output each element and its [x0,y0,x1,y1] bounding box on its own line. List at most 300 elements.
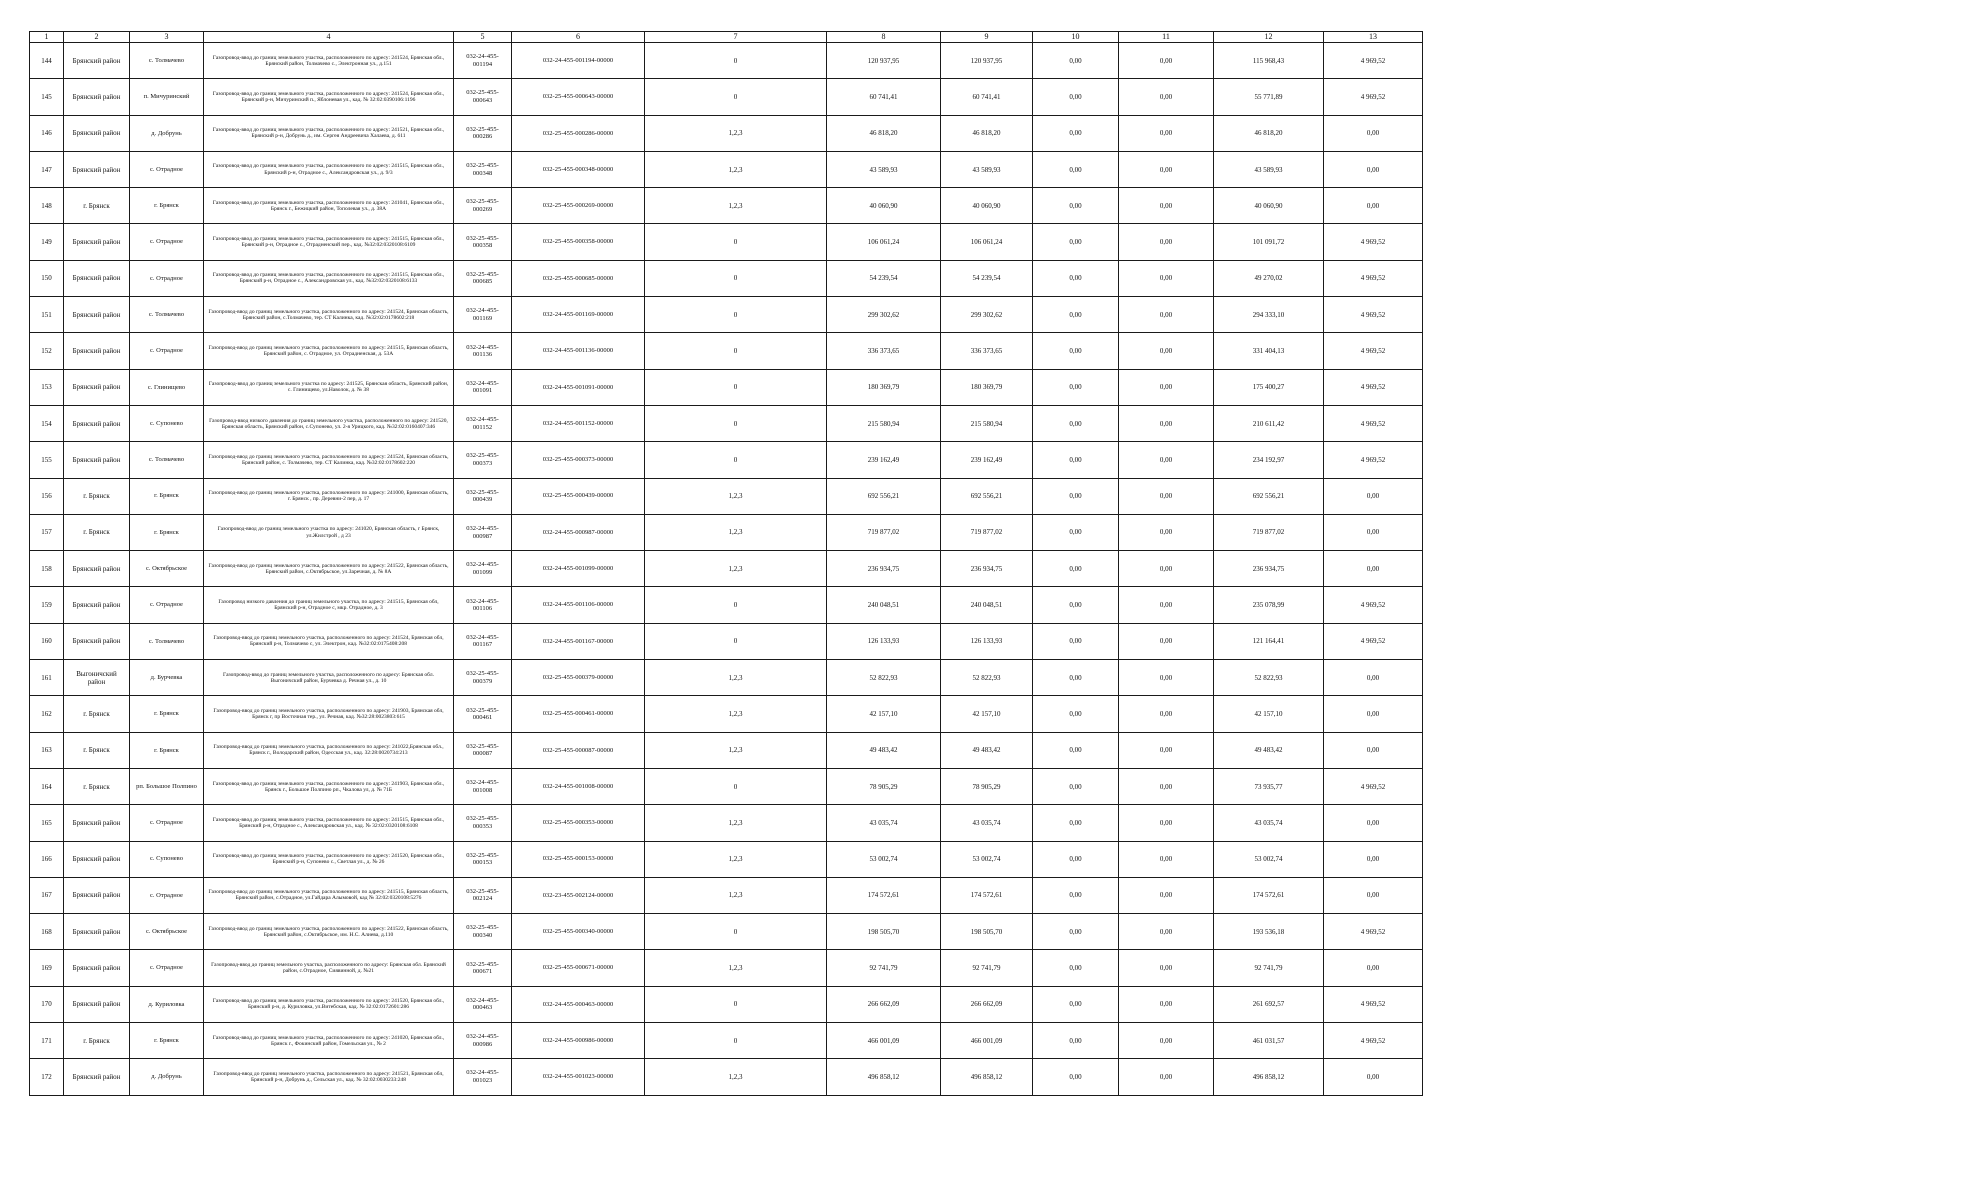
cell-amount-col9: 215 580,94 [941,405,1033,441]
cell-amount-total: 78 905,29 [827,768,941,804]
cell-district: Брянский район [64,405,130,441]
cell-object-full-code: 032-25-455-000439-00000 [512,478,645,514]
cell-object-code: 032-25-455-000379 [454,660,512,696]
cell-object-full-code: 032-24-455-001194-00000 [512,43,645,79]
cell-amount-total: 236 934,75 [827,551,941,587]
cell-district: Брянский район [64,224,130,260]
cell-row-number: 169 [30,950,64,986]
cell-amount-col9: 126 133,93 [941,623,1033,659]
cell-object-full-code: 032-24-455-000987-00000 [512,514,645,550]
cell-district: Выгоничский район [64,660,130,696]
table-row [30,333,1423,369]
cell-object-description: Газопровод-ввод до границ земельного участка, расположенного по адресу: Брянская обл. Выгоничский район, Бурчевка д. Речная ул., д. 10 [204,660,454,696]
cell-amount-col13: 4 969,52 [1324,768,1423,804]
cell-district: Брянский район [64,841,130,877]
cell-object-code: 032-24-455-001106 [454,587,512,623]
cell-amount-col12: 294 333,10 [1214,297,1324,333]
cell-row-number: 145 [30,79,64,115]
cell-amount-col13: 0,00 [1324,805,1423,841]
cell-amount-col13: 4 969,52 [1324,405,1423,441]
column-header-10: 10 [1033,32,1119,43]
cell-object-full-code: 032-25-455-000461-00000 [512,696,645,732]
cell-object-description: Газопровод-ввод до границ земельного участка, расположенного по адресу: 241524, Брянская обл., Брянский р-н, Мичуринский п., Яблоневая ул., кад. № 32:02:0390106:1196 [204,79,454,115]
cell-amount-col12: 101 091,72 [1214,224,1324,260]
cell-amount-col9: 106 061,24 [941,224,1033,260]
table-row [30,224,1423,260]
cell-amount-col12: 175 400,27 [1214,369,1324,405]
table-row [30,297,1423,333]
cell-amount-col9: 174 572,61 [941,877,1033,913]
cell-row-number: 151 [30,297,64,333]
cell-object-description: Газопровод-ввод до границ земельного участка, расположенного по адресу: 241515, Брянская обл., Брянский р-н, Отрадное с., Отрадненский пер., кад. №32:02:0320108:6109 [204,224,454,260]
cell-amount-col12: 174 572,61 [1214,877,1324,913]
cell-object-full-code: 032-25-455-000269-00000 [512,188,645,224]
cell-amount-col13: 4 969,52 [1324,297,1423,333]
cell-amount-col11: 0,00 [1119,732,1214,768]
cell-object-full-code: 032-24-455-001008-00000 [512,768,645,804]
cell-amount-col13: 0,00 [1324,551,1423,587]
cell-amount-col11: 0,00 [1119,986,1214,1022]
cell-amount-col12: 43 035,74 [1214,805,1324,841]
cell-object-description: Газопровод-ввод низкого давления до границ земельного участка, расположенного по адресу: 241520, Брянская область, Брянский район, с.Супонево, ул. 2-я Урицкого, кад. №32:02:0160407:346 [204,405,454,441]
cell-amount-col12: 692 556,21 [1214,478,1324,514]
cell-amount-col12: 73 935,77 [1214,768,1324,804]
cell-settlement: рп. Большое Полпино [130,768,204,804]
cell-amount-col9: 52 822,93 [941,660,1033,696]
cell-basis: 1,2,3 [645,660,827,696]
cell-row-number: 165 [30,805,64,841]
cell-basis: 0 [645,914,827,950]
column-header-12: 12 [1214,32,1324,43]
cell-settlement: с. Отрадное [130,151,204,187]
table-row [30,1059,1423,1095]
cell-object-description: Газопровод-ввод до границ земельного участка, расположенного по адресу: 241524, Брянская обл, Брянский р-н, Толмачево с, ул. Электрон, кад. №32:02:0175408:208 [204,623,454,659]
cell-amount-col11: 0,00 [1119,1059,1214,1095]
column-header-3: 3 [130,32,204,43]
cell-object-code: 032-24-455-000987 [454,514,512,550]
cell-basis: 1,2,3 [645,805,827,841]
cell-amount-col9: 198 505,70 [941,914,1033,950]
cell-amount-col13: 0,00 [1324,115,1423,151]
cell-amount-col10: 0,00 [1033,660,1119,696]
cell-row-number: 149 [30,224,64,260]
cell-amount-total: 53 002,74 [827,841,941,877]
cell-settlement: с. Отрадное [130,805,204,841]
cell-row-number: 155 [30,442,64,478]
cell-object-code: 032-24-455-001091 [454,369,512,405]
cell-amount-col9: 496 858,12 [941,1059,1033,1095]
table-row [30,188,1423,224]
cell-amount-total: 40 060,90 [827,188,941,224]
cell-basis: 0 [645,260,827,296]
cell-district: Брянский район [64,297,130,333]
cell-object-full-code: 032-24-455-001136-00000 [512,333,645,369]
cell-basis: 1,2,3 [645,188,827,224]
table-row [30,79,1423,115]
cell-district: Брянский район [64,333,130,369]
cell-object-code: 032-25-455-000643 [454,79,512,115]
cell-amount-col12: 49 270,02 [1214,260,1324,296]
table-row [30,732,1423,768]
cell-amount-col12: 235 078,99 [1214,587,1324,623]
cell-amount-total: 52 822,93 [827,660,941,696]
cell-amount-col11: 0,00 [1119,224,1214,260]
cell-amount-total: 239 162,49 [827,442,941,478]
cell-object-code: 032-25-455-000671 [454,950,512,986]
cell-object-full-code: 032-25-455-000671-00000 [512,950,645,986]
cell-object-description: Газопровод-ввод до границ земельного участка, расположенного по адресу: 241522, Брянская область, Брянский район, с.Октябрьское, им. Н.С. Алиева, д.110 [204,914,454,950]
cell-object-full-code: 032-23-455-002124-00000 [512,877,645,913]
cell-amount-col13: 0,00 [1324,478,1423,514]
table-row [30,696,1423,732]
cell-amount-col11: 0,00 [1119,1023,1214,1059]
cell-row-number: 167 [30,877,64,913]
cell-object-full-code: 032-24-455-001099-00000 [512,551,645,587]
cell-object-description: Газопровод-ввод до границ земельного участка, расположенного по адресу: 241515, Брянская область, Брянский район, с.Отрадное, ул.Гайдара Алымовой, кад № 32:02:0320108:5276 [204,877,454,913]
cell-district: Брянский район [64,914,130,950]
cell-basis: 0 [645,1023,827,1059]
cell-amount-col13: 0,00 [1324,950,1423,986]
cell-amount-col10: 0,00 [1033,333,1119,369]
cell-district: Брянский район [64,805,130,841]
cell-settlement: д. Добрунь [130,1059,204,1095]
cell-object-code: 032-25-455-000439 [454,478,512,514]
cell-object-full-code: 032-25-455-000685-00000 [512,260,645,296]
cell-amount-col9: 46 818,20 [941,115,1033,151]
cell-amount-col13: 4 969,52 [1324,369,1423,405]
cell-amount-col9: 719 877,02 [941,514,1033,550]
cell-amount-col11: 0,00 [1119,369,1214,405]
cell-district: Брянский район [64,115,130,151]
cell-amount-col12: 461 031,57 [1214,1023,1324,1059]
cell-amount-col12: 331 404,13 [1214,333,1324,369]
cell-basis: 0 [645,297,827,333]
cell-amount-total: 46 818,20 [827,115,941,151]
cell-amount-col11: 0,00 [1119,333,1214,369]
cell-row-number: 160 [30,623,64,659]
cell-settlement: г. Брянск [130,1023,204,1059]
cell-amount-col10: 0,00 [1033,805,1119,841]
cell-object-description: Газопровод-ввод до границ земельного участка, расположенного по адресу: Брянская обл. Брянский район, с.Отрадное, Сиявинной, д. №21 [204,950,454,986]
cell-basis: 1,2,3 [645,696,827,732]
cell-amount-col10: 0,00 [1033,696,1119,732]
cell-amount-col13: 0,00 [1324,660,1423,696]
cell-amount-total: 42 157,10 [827,696,941,732]
cell-amount-col9: 49 483,42 [941,732,1033,768]
cell-settlement: с. Супонево [130,841,204,877]
cell-amount-total: 496 858,12 [827,1059,941,1095]
cell-amount-col10: 0,00 [1033,587,1119,623]
cell-amount-col10: 0,00 [1033,986,1119,1022]
cell-amount-total: 266 662,09 [827,986,941,1022]
cell-settlement: с. Октябрьское [130,914,204,950]
table-row [30,514,1423,550]
cell-district: Брянский район [64,43,130,79]
cell-amount-col11: 0,00 [1119,514,1214,550]
table-row [30,405,1423,441]
column-header-6: 6 [512,32,645,43]
cell-amount-col11: 0,00 [1119,115,1214,151]
cell-amount-col12: 210 611,42 [1214,405,1324,441]
table-row [30,768,1423,804]
cell-amount-col9: 299 302,62 [941,297,1033,333]
column-header-8: 8 [827,32,941,43]
table-row [30,623,1423,659]
cell-object-description: Газопровод-ввод до границ земельного участка, расположенного по адресу: 241521, Брянская обл., Брянский р-н, Добрунь д., им. Сергея Андреевича Халаева, д. 611 [204,115,454,151]
cell-object-code: 032-24-455-001167 [454,623,512,659]
cell-amount-col12: 92 741,79 [1214,950,1324,986]
cell-object-code: 032-24-455-001194 [454,43,512,79]
cell-settlement: с. Отрадное [130,587,204,623]
cell-basis: 0 [645,986,827,1022]
cell-amount-total: 54 239,54 [827,260,941,296]
cell-basis: 1,2,3 [645,514,827,550]
column-header-4: 4 [204,32,454,43]
cell-amount-col9: 53 002,74 [941,841,1033,877]
cell-basis: 0 [645,768,827,804]
cell-row-number: 171 [30,1023,64,1059]
cell-settlement: п. Мичуринский [130,79,204,115]
cell-amount-col10: 0,00 [1033,260,1119,296]
cell-amount-col11: 0,00 [1119,805,1214,841]
cell-amount-col13: 4 969,52 [1324,587,1423,623]
cell-object-code: 032-24-455-001008 [454,768,512,804]
cell-amount-col10: 0,00 [1033,1023,1119,1059]
cell-basis: 0 [645,587,827,623]
cell-amount-col11: 0,00 [1119,442,1214,478]
cell-object-code: 032-25-455-000373 [454,442,512,478]
cell-amount-total: 106 061,24 [827,224,941,260]
cell-district: г. Брянск [64,1023,130,1059]
cell-amount-col13: 0,00 [1324,514,1423,550]
cell-object-code: 032-25-455-000348 [454,151,512,187]
cell-row-number: 152 [30,333,64,369]
cell-object-code: 032-24-455-000463 [454,986,512,1022]
table-row [30,660,1423,696]
cell-object-description: Газопровод-ввод до границ земельного участка по адресу: 241020, Брянская область, г Брянск, ул.Жилстрой , д 23 [204,514,454,550]
cell-settlement: с. Отрадное [130,260,204,296]
table-row [30,986,1423,1022]
cell-amount-col9: 40 060,90 [941,188,1033,224]
cell-district: Брянский район [64,587,130,623]
cell-object-description: Газопровод-ввод до границ земельного участка, расположенного по адресу: 241515, Брянская обл., Брянский р-н, Отрадное с., Александровская ул., кад. № 32:02:0320108:6108 [204,805,454,841]
cell-row-number: 161 [30,660,64,696]
table-row [30,950,1423,986]
cell-amount-col10: 0,00 [1033,442,1119,478]
cell-amount-col12: 53 002,74 [1214,841,1324,877]
cell-basis: 0 [645,333,827,369]
cell-amount-total: 299 302,62 [827,297,941,333]
table-row [30,587,1423,623]
cell-object-full-code: 032-24-455-001091-00000 [512,369,645,405]
cell-row-number: 163 [30,732,64,768]
cell-row-number: 147 [30,151,64,187]
cell-amount-col12: 115 968,43 [1214,43,1324,79]
cell-amount-total: 336 373,65 [827,333,941,369]
cell-settlement: д. Бурчевка [130,660,204,696]
cell-row-number: 166 [30,841,64,877]
cell-amount-col11: 0,00 [1119,623,1214,659]
table-row [30,115,1423,151]
cell-amount-col9: 54 239,54 [941,260,1033,296]
cell-amount-col11: 0,00 [1119,43,1214,79]
cell-amount-col9: 43 035,74 [941,805,1033,841]
cell-object-full-code: 032-24-455-001106-00000 [512,587,645,623]
table-row [30,151,1423,187]
cell-amount-col13: 4 969,52 [1324,442,1423,478]
cell-object-code: 032-24-455-001099 [454,551,512,587]
cell-district: Брянский район [64,551,130,587]
cell-object-code: 032-24-455-001152 [454,405,512,441]
cell-amount-col12: 719 877,02 [1214,514,1324,550]
cell-district: г. Брянск [64,768,130,804]
cell-object-description: Газопровод-ввод до границ земельного участка, расположенного по адресу: 241022,Брянская обл., Брянск г., Володарский район, Одесская ул., кад. 32:28:0020734:213 [204,732,454,768]
column-header-1: 1 [30,32,64,43]
cell-object-code: 032-25-455-000153 [454,841,512,877]
column-header-9: 9 [941,32,1033,43]
cell-amount-col9: 120 937,95 [941,43,1033,79]
cell-amount-col10: 0,00 [1033,950,1119,986]
cell-district: Брянский район [64,151,130,187]
cell-amount-col12: 193 536,18 [1214,914,1324,950]
cell-object-full-code: 032-25-455-000643-00000 [512,79,645,115]
cell-amount-col11: 0,00 [1119,260,1214,296]
cell-basis: 0 [645,224,827,260]
cell-amount-total: 240 048,51 [827,587,941,623]
cell-basis: 0 [645,79,827,115]
cell-object-description: Газопровод-ввод до границ земельного участка, расположенного по адресу: 241521, Брянская обл, Брянский р-н, Добрунь д., Сельская ул., кад. № 32:02:0030233:248 [204,1059,454,1095]
cell-district: Брянский район [64,877,130,913]
table-row [30,805,1423,841]
cell-amount-total: 174 572,61 [827,877,941,913]
cell-object-full-code: 032-24-455-001169-00000 [512,297,645,333]
cell-amount-col10: 0,00 [1033,297,1119,333]
cell-object-code: 032-25-455-000087 [454,732,512,768]
cell-amount-total: 180 369,79 [827,369,941,405]
cell-object-description: Газопровод-ввод до границ земельного участка, расположенного по адресу: 241524, Брянская обл., Брянский район, Толмачево с., Электронная ул., д.151 [204,43,454,79]
cell-district: Брянский район [64,950,130,986]
cell-amount-col13: 4 969,52 [1324,260,1423,296]
cell-object-code: 032-24-455-001169 [454,297,512,333]
cell-amount-col10: 0,00 [1033,768,1119,804]
cell-object-description: Газопровод-ввод до границ земельного участка, расположенного по адресу: 241041, Брянская обл., Брянск г., Бежицкий район, Тополевая ул., д. 38А [204,188,454,224]
cell-amount-col13: 4 969,52 [1324,1023,1423,1059]
cell-district: г. Брянск [64,514,130,550]
cell-amount-col10: 0,00 [1033,877,1119,913]
cell-amount-col9: 466 001,09 [941,1023,1033,1059]
cell-settlement: с. Отрадное [130,950,204,986]
cell-settlement: г. Брянск [130,478,204,514]
cell-district: г. Брянск [64,732,130,768]
cell-object-description: Газопровод-ввод до границ земельного участка, расположенного по адресу: 241522, Брянская область, Брянский район, с.Октябрьское, ул.Заречная, д. № 8А [204,551,454,587]
cell-amount-col12: 121 164,41 [1214,623,1324,659]
cell-basis: 1,2,3 [645,151,827,187]
cell-amount-total: 466 001,09 [827,1023,941,1059]
cell-object-code: 032-25-455-000353 [454,805,512,841]
cell-district: Брянский район [64,623,130,659]
cell-amount-col10: 0,00 [1033,115,1119,151]
cell-row-number: 153 [30,369,64,405]
cell-object-description: Газопровод-ввод до границ земельного участка, расположенного по адресу: 241000, Брянская область, г. Брянск , пр. Деревни-2 пер, д. 17 [204,478,454,514]
cell-amount-col11: 0,00 [1119,79,1214,115]
cell-object-description: Газопровод-ввод до границ земельного участка, расположенного по адресу: 241903, Брянская обл., Брянск г., Большое Полпино рп., Чкалова ул, д. № 71Б [204,768,454,804]
cell-row-number: 148 [30,188,64,224]
cell-amount-total: 692 556,21 [827,478,941,514]
cell-row-number: 168 [30,914,64,950]
cell-district: Брянский район [64,369,130,405]
cell-object-full-code: 032-25-455-000379-00000 [512,660,645,696]
cell-basis: 0 [645,442,827,478]
cell-amount-col9: 43 589,93 [941,151,1033,187]
cell-amount-total: 43 589,93 [827,151,941,187]
cell-object-full-code: 032-24-455-001023-00000 [512,1059,645,1095]
cell-amount-col10: 0,00 [1033,79,1119,115]
cell-object-full-code: 032-25-455-000353-00000 [512,805,645,841]
cell-amount-col13: 4 969,52 [1324,333,1423,369]
cell-settlement: с. Отрадное [130,333,204,369]
table-row [30,551,1423,587]
cell-row-number: 156 [30,478,64,514]
cell-amount-total: 126 133,93 [827,623,941,659]
cell-amount-col11: 0,00 [1119,914,1214,950]
cell-amount-col13: 0,00 [1324,732,1423,768]
cell-object-full-code: 032-24-455-000463-00000 [512,986,645,1022]
cell-amount-col9: 239 162,49 [941,442,1033,478]
cell-amount-col12: 40 060,90 [1214,188,1324,224]
cell-amount-total: 49 483,42 [827,732,941,768]
column-header-7: 7 [645,32,827,43]
cell-object-full-code: 032-24-455-001152-00000 [512,405,645,441]
cell-object-code: 032-25-455-000286 [454,115,512,151]
cell-basis: 1,2,3 [645,551,827,587]
cell-object-code: 032-25-455-000461 [454,696,512,732]
cell-amount-col9: 336 373,65 [941,333,1033,369]
cell-row-number: 172 [30,1059,64,1095]
cell-basis: 1,2,3 [645,950,827,986]
cell-basis: 1,2,3 [645,1059,827,1095]
cell-amount-col13: 4 969,52 [1324,79,1423,115]
table-row [30,841,1423,877]
cell-district: Брянский район [64,79,130,115]
column-header-2: 2 [64,32,130,43]
cell-amount-total: 120 937,95 [827,43,941,79]
column-header-13: 13 [1324,32,1423,43]
cell-settlement: с. Отрадное [130,877,204,913]
cell-settlement: с. Толмачево [130,43,204,79]
table-row [30,369,1423,405]
cell-amount-col12: 46 818,20 [1214,115,1324,151]
cell-amount-col10: 0,00 [1033,224,1119,260]
cell-object-description: Газопровод-ввод до границ земельного участка по адресу: 241525, Брянская область, Брянский район, с. Глинищево, ул.Наволок, д. № 38 [204,369,454,405]
cell-amount-col10: 0,00 [1033,623,1119,659]
cell-amount-col10: 0,00 [1033,478,1119,514]
cell-amount-total: 198 505,70 [827,914,941,950]
cell-settlement: д. Куриловка [130,986,204,1022]
cell-basis: 1,2,3 [645,115,827,151]
cell-amount-col11: 0,00 [1119,587,1214,623]
cell-amount-col10: 0,00 [1033,405,1119,441]
cell-amount-col13: 4 969,52 [1324,623,1423,659]
column-header-5: 5 [454,32,512,43]
cell-row-number: 162 [30,696,64,732]
cell-amount-col11: 0,00 [1119,297,1214,333]
cell-amount-col13: 0,00 [1324,841,1423,877]
cell-object-code: 032-24-455-000986 [454,1023,512,1059]
cell-amount-col10: 0,00 [1033,151,1119,187]
cell-amount-col9: 692 556,21 [941,478,1033,514]
cell-amount-col13: 0,00 [1324,151,1423,187]
table-row [30,1023,1423,1059]
